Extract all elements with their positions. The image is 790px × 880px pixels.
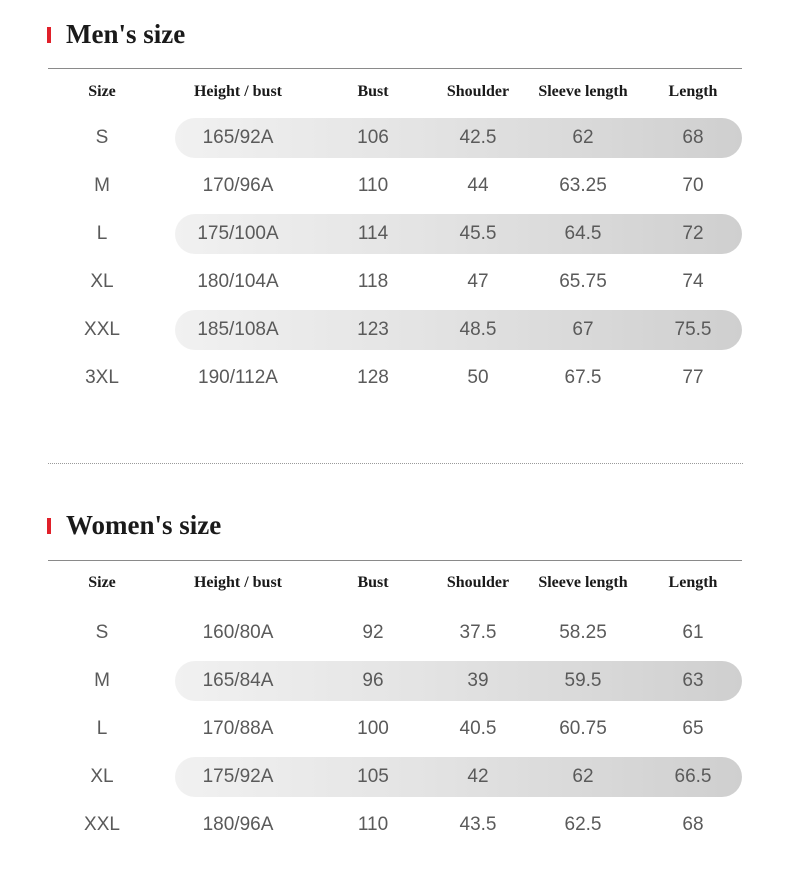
cell-length: 65	[682, 718, 704, 739]
cell-sleeve-length: 62	[572, 127, 594, 148]
cell-shoulder: 39	[467, 670, 489, 691]
header-shoulder: Shoulder	[446, 574, 510, 591]
cell-bust: 110	[357, 814, 389, 835]
cell-height-bust: 190/112A	[198, 367, 278, 388]
cell-size: S	[95, 127, 109, 148]
cell-shoulder: 48.5	[459, 319, 497, 340]
table-row	[48, 358, 742, 398]
cell-sleeve-length: 63.25	[559, 175, 607, 196]
section-divider	[48, 463, 743, 464]
cell-height-bust: 175/92A	[202, 766, 274, 787]
cell-size: 3XL	[85, 367, 119, 388]
cell-length: 68	[682, 127, 704, 148]
cell-bust: 114	[357, 223, 389, 244]
cell-size: XL	[90, 766, 114, 787]
cell-sleeve-length: 60.75	[559, 718, 607, 739]
cell-shoulder: 50	[467, 367, 489, 388]
cell-height-bust: 175/100A	[197, 223, 279, 244]
cell-bust: 100	[357, 718, 389, 739]
cell-size: XL	[90, 271, 114, 292]
header-shoulder: Shoulder	[446, 83, 510, 100]
cell-height-bust: 170/96A	[202, 175, 274, 196]
cell-length: 75.5	[674, 319, 712, 340]
section-title: Women's size	[66, 510, 222, 540]
header-size: Size	[88, 83, 116, 100]
table-row	[48, 661, 742, 701]
cell-sleeve-length: 67.5	[564, 367, 602, 388]
header-sleeve-length: Sleeve length	[538, 83, 628, 100]
cell-sleeve-length: 67	[572, 319, 594, 340]
table-header	[48, 72, 742, 112]
cell-height-bust: 165/84A	[202, 670, 274, 691]
cell-shoulder: 37.5	[459, 622, 497, 643]
table-row	[48, 166, 742, 206]
cell-height-bust: 180/104A	[197, 271, 279, 292]
table-row	[48, 262, 742, 302]
cell-sleeve-length: 65.75	[559, 271, 607, 292]
cell-bust: 128	[357, 367, 389, 388]
cell-shoulder: 45.5	[459, 223, 497, 244]
cell-height-bust: 160/80A	[202, 622, 274, 643]
cell-sleeve-length: 62.5	[564, 814, 602, 835]
cell-shoulder: 42	[467, 766, 489, 787]
cell-length: 63	[682, 670, 704, 691]
header-rule	[48, 68, 742, 69]
cell-size: S	[95, 622, 109, 643]
cell-bust: 96	[362, 670, 384, 691]
cell-sleeve-length: 62	[572, 766, 594, 787]
cell-length: 66.5	[674, 766, 712, 787]
cell-length: 72	[682, 223, 704, 244]
cell-shoulder: 44	[467, 175, 489, 196]
header-length: Length	[668, 83, 718, 100]
cell-bust: 105	[357, 766, 389, 787]
cell-sleeve-length: 58.25	[559, 622, 607, 643]
cell-size: M	[94, 670, 110, 691]
header-size: Size	[88, 574, 116, 591]
header-bust: Bust	[357, 574, 389, 591]
cell-length: 74	[682, 271, 704, 292]
cell-size: L	[96, 223, 108, 244]
cell-size: XXL	[84, 814, 120, 835]
cell-bust: 110	[357, 175, 389, 196]
cell-sleeve-length: 64.5	[564, 223, 602, 244]
table-row	[48, 214, 742, 254]
cell-shoulder: 43.5	[459, 814, 497, 835]
table-row	[48, 805, 742, 845]
header-height-bust: Height / bust	[193, 83, 282, 100]
cell-shoulder: 42.5	[459, 127, 497, 148]
cell-shoulder: 40.5	[459, 718, 497, 739]
table-row	[48, 118, 742, 158]
table-row	[48, 709, 742, 749]
cell-length: 77	[682, 367, 704, 388]
header-rule	[48, 560, 742, 561]
header-height-bust: Height / bust	[193, 574, 282, 591]
header-sleeve-length: Sleeve length	[538, 574, 628, 591]
cell-size: L	[96, 718, 108, 739]
cell-shoulder: 47	[467, 271, 489, 292]
table-row	[48, 613, 742, 653]
header-bust: Bust	[357, 83, 389, 100]
cell-sleeve-length: 59.5	[564, 670, 602, 691]
cell-bust: 118	[357, 271, 389, 292]
section-title: Men's size	[66, 19, 186, 49]
cell-length: 68	[682, 814, 704, 835]
table-row	[48, 310, 742, 350]
accent-bar-icon	[47, 518, 51, 534]
table-row	[48, 757, 742, 797]
cell-length: 61	[682, 622, 704, 643]
accent-bar-icon	[47, 27, 51, 43]
header-length: Length	[668, 574, 718, 591]
cell-bust: 106	[357, 127, 389, 148]
cell-size: M	[94, 175, 110, 196]
cell-height-bust: 185/108A	[197, 319, 279, 340]
cell-height-bust: 165/92A	[202, 127, 274, 148]
cell-height-bust: 170/88A	[202, 718, 274, 739]
cell-length: 70	[682, 175, 704, 196]
cell-bust: 92	[362, 622, 384, 643]
cell-height-bust: 180/96A	[202, 814, 274, 835]
cell-size: XXL	[84, 319, 120, 340]
table-header	[48, 563, 742, 603]
cell-bust: 123	[357, 319, 389, 340]
